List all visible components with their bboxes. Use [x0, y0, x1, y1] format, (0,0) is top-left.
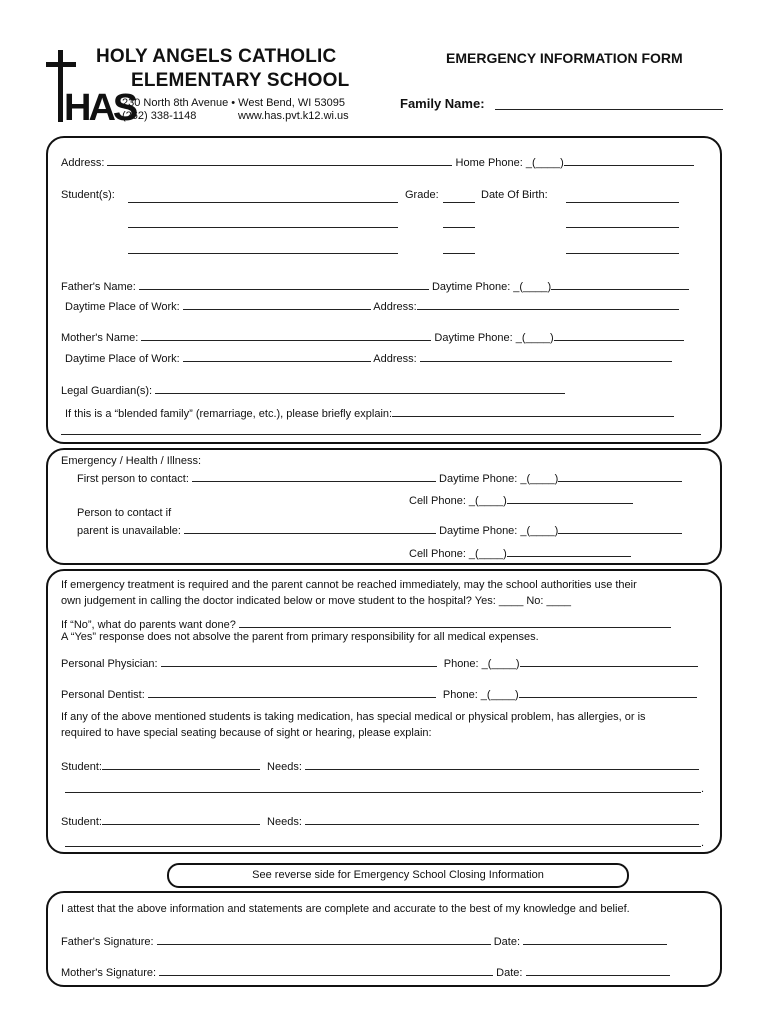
mother-signature-field[interactable] — [159, 964, 493, 976]
dentist-label: Personal Dentist: — [61, 689, 145, 701]
mother-date-label: Date: — [496, 967, 523, 979]
father-work-label: Daytime Place of Work: — [65, 301, 180, 313]
emergency-heading: Emergency / Health / Illness: — [61, 455, 202, 467]
father-signature-field[interactable] — [157, 933, 491, 945]
grade-label: Grade: — [405, 189, 439, 201]
school-website: www.has.pvt.k12.wi.us — [238, 110, 349, 122]
medication-text-line2: required to have special seating because of sight or hearing, please explain: — [61, 727, 432, 739]
alt-contact-daytime-phone-field[interactable] — [558, 522, 682, 534]
school-name-line2: ELEMENTARY SCHOOL — [131, 70, 350, 91]
father-daytime-phone-label: Daytime Phone: _(____) — [431, 281, 552, 293]
father-work-address-label: Address: — [373, 301, 417, 313]
student-field[interactable] — [102, 758, 260, 770]
school-phone: (262) 338-1148 — [122, 110, 197, 122]
blended-family-field[interactable] — [392, 405, 674, 417]
student-name-field[interactable] — [128, 191, 398, 203]
alt-contact-field[interactable] — [184, 522, 436, 534]
alt-contact-label-line1: Person to contact if — [77, 507, 172, 519]
mother-daytime-phone-field[interactable] — [554, 329, 684, 341]
logo-lettering: HAS — [64, 87, 136, 129]
guardian-field[interactable] — [155, 382, 565, 394]
mother-signature-label: Mother's Signature: — [61, 967, 157, 979]
grade-field[interactable] — [443, 216, 475, 228]
student-label: Student: — [61, 761, 102, 773]
address-field[interactable] — [107, 154, 452, 166]
student-name-field[interactable] — [128, 216, 398, 228]
address-label: Address: — [61, 157, 105, 169]
medication-text-line1: If any of the above mentioned students is taking medication, has special medical or physical problem, has allergies, or is — [61, 711, 646, 723]
father-date-label: Date: — [493, 936, 521, 948]
first-contact-daytime-phone-field[interactable] — [558, 470, 682, 482]
mother-date-field[interactable] — [526, 964, 670, 976]
physician-label: Personal Physician: — [61, 658, 158, 670]
alt-contact-cell-label: Cell Phone: _(____) — [409, 548, 507, 560]
dob-field[interactable] — [566, 216, 679, 228]
family-name-field[interactable] — [495, 98, 723, 110]
reverse-note: See reverse side for Emergency School Closing Information — [252, 869, 544, 881]
first-contact-field[interactable] — [192, 470, 436, 482]
needs-field[interactable] — [305, 813, 699, 825]
dob-label: Date Of Birth: — [481, 189, 548, 201]
physician-phone-label: Phone: _(____) — [443, 658, 520, 670]
physician-phone-field[interactable] — [520, 655, 698, 667]
alt-contact-daytime-phone-label: Daytime Phone: _(____) — [439, 525, 559, 537]
consent-text-line2: own judgement in calling the doctor indicated below or move student to the hospital? Yes: ____ No: ____ — [61, 595, 572, 607]
dob-field[interactable] — [566, 191, 679, 203]
father-daytime-phone-field[interactable] — [551, 278, 689, 290]
guardian-label: Legal Guardian(s): — [61, 385, 153, 397]
father-name-field[interactable] — [139, 278, 429, 290]
dentist-phone-label: Phone: _(____) — [442, 689, 519, 701]
grade-field[interactable] — [443, 242, 475, 254]
father-signature-label: Father's Signature: — [61, 936, 154, 948]
needs-label: Needs: — [267, 761, 302, 773]
form-title: EMERGENCY INFORMATION FORM — [446, 50, 683, 66]
blended-family-label: If this is a “blended family” (remarriage, etc.), please briefly explain: — [65, 408, 393, 420]
dentist-field[interactable] — [148, 686, 436, 698]
father-date-field[interactable] — [523, 933, 667, 945]
family-name-label: Family Name: — [400, 96, 485, 111]
physician-field[interactable] — [161, 655, 437, 667]
grade-field[interactable] — [443, 191, 475, 203]
mother-work-address-label: Address: — [373, 353, 417, 365]
first-contact-cell-label: Cell Phone: _(____) — [409, 495, 507, 507]
home-phone-label: Home Phone: _(____) — [455, 157, 564, 169]
no-response-label: If “No”, what do parents want done? — [61, 619, 236, 631]
alt-contact-cell-field[interactable] — [507, 545, 631, 557]
school-name-line1: HOLY ANGELS CATHOLIC — [96, 46, 337, 67]
home-phone-field[interactable] — [564, 154, 694, 166]
father-work-address-field[interactable] — [417, 298, 679, 310]
first-contact-label: First person to contact: — [77, 473, 189, 485]
needs-field-2[interactable] — [65, 781, 701, 793]
father-work-field[interactable] — [183, 298, 371, 310]
student-name-field[interactable] — [128, 242, 398, 254]
dentist-phone-field[interactable] — [519, 686, 697, 698]
needs-label: Needs: — [267, 816, 302, 828]
first-contact-cell-field[interactable] — [507, 492, 633, 504]
no-response-field[interactable] — [239, 616, 671, 628]
school-address: 230 North 8th Avenue • West Bend, WI 53095 — [122, 97, 345, 109]
mother-name-label: Mother's Name: — [61, 332, 139, 344]
dob-field[interactable] — [566, 242, 679, 254]
attestation-statement: I attest that the above information and statements are complete and accurate to the best of my knowledge and belief. — [61, 903, 630, 915]
mother-name-field[interactable] — [141, 329, 431, 341]
blended-family-field-2[interactable] — [61, 423, 701, 435]
mother-work-address-field[interactable] — [420, 350, 672, 362]
student-label: Student: — [61, 816, 102, 828]
needs-field-2[interactable] — [65, 835, 701, 847]
father-name-label: Father's Name: — [61, 281, 136, 293]
first-contact-daytime-phone-label: Daytime Phone: _(____) — [439, 473, 559, 485]
alt-contact-label-line2: parent is unavailable: — [77, 525, 181, 537]
mother-work-field[interactable] — [183, 350, 371, 362]
students-label: Student(s): — [61, 189, 115, 201]
yes-response-note: A “Yes” response does not absolve the parent from primary responsibility for all medical expenses. — [61, 631, 539, 643]
consent-text-line1: If emergency treatment is required and the parent cannot be reached immediately, may the school authorities use their — [61, 579, 637, 591]
student-field[interactable] — [102, 813, 260, 825]
line-period: . — [701, 837, 705, 849]
needs-field[interactable] — [305, 758, 699, 770]
mother-daytime-phone-label: Daytime Phone: _(____) — [434, 332, 554, 344]
mother-work-label: Daytime Place of Work: — [65, 353, 180, 365]
line-period: . — [701, 783, 705, 795]
